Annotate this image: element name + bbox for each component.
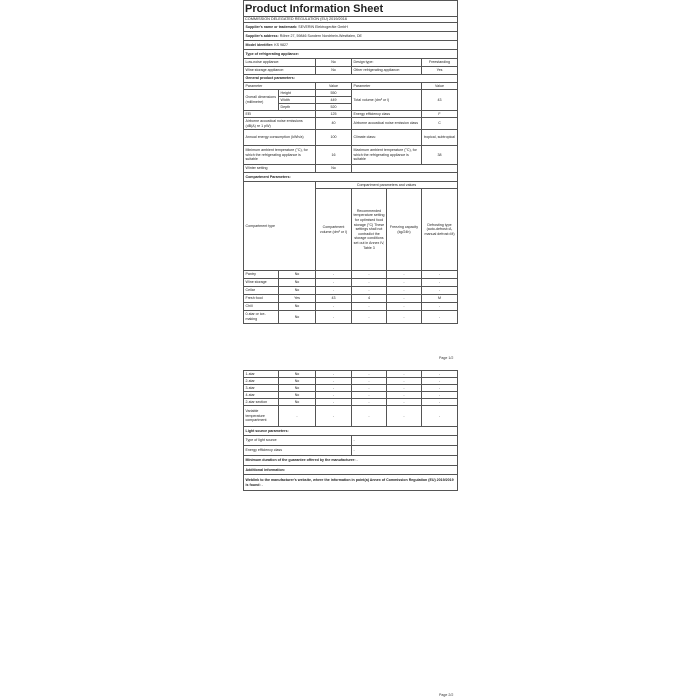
recommended-temp-header: Recommended temperature setting for optimised food storage (°C) These settings shall not contradict the storage conditions set out in Annex IV, Table 3: [352, 189, 387, 271]
compartment-present: No: [279, 385, 316, 392]
compartment-params-heading: Compartment Parameters:: [244, 173, 458, 182]
compartment-defrost: M: [422, 295, 458, 303]
page-title: Product Information Sheet: [244, 1, 458, 17]
climate-class-value: tropical, subtropical: [422, 130, 458, 146]
appliance-row-2: [244, 67, 458, 75]
noise-class-value: C: [422, 118, 458, 130]
param-col-header-2: Parameter: [352, 83, 422, 90]
compartment-present: No: [279, 303, 316, 311]
compartment-name: 0-star or ice-making: [244, 311, 279, 324]
defrosting-type-header: Defrosting type (auto-defrost=A, manual defrost=M): [422, 189, 458, 271]
compartment-present: No: [279, 371, 316, 378]
annual-energy-value: 100: [316, 130, 352, 146]
height-value: 550: [316, 90, 352, 97]
design-type-label: Design type:: [352, 59, 422, 67]
compartment-defrost: -: [422, 371, 458, 378]
compartment-row: [244, 303, 458, 311]
light-type-row: [244, 436, 458, 446]
compartment-present: No: [279, 399, 316, 406]
compartment-freezing: -: [387, 287, 422, 295]
compartment-name: Fresh food: [244, 295, 279, 303]
compartment-temp: -: [352, 406, 387, 427]
compartment-temp: -: [352, 303, 387, 311]
freezing-capacity-header: Freezing capacity (kg/24h): [387, 189, 422, 271]
compartment-name: 4-star: [244, 392, 279, 399]
compartment-defrost: -: [422, 303, 458, 311]
compartment-temp: -: [352, 385, 387, 392]
compartment-present: No: [279, 392, 316, 399]
compartment-freezing: -: [387, 303, 422, 311]
compartment-group-header: Compartment parameters and values: [316, 182, 458, 189]
energy-class-value: F: [422, 111, 458, 118]
compartment-present: No: [279, 279, 316, 287]
compartment-volume: -: [316, 385, 352, 392]
compartment-freezing: -: [387, 385, 422, 392]
compartment-defrost: -: [422, 392, 458, 399]
light-source-heading: Light source parameters:: [244, 427, 458, 436]
compartment-row: [244, 287, 458, 295]
compartment-present: Yes: [279, 295, 316, 303]
page-number-1: Page 1/2: [439, 356, 454, 360]
compartment-temp: -: [352, 287, 387, 295]
compartment-present: No: [279, 311, 316, 324]
value-col-header: Value: [316, 83, 352, 90]
light-type-label: Type of light source: [244, 436, 352, 446]
additional-info-heading: Additional information:: [244, 466, 458, 475]
compartment-defrost: -: [422, 279, 458, 287]
param-col-header: Parameter: [244, 83, 316, 90]
regulation-text: COMMISSION DELEGATED REGULATION (EU) 2019/2016: [244, 17, 458, 23]
aec-row: [244, 130, 458, 146]
compartment-type-header: Compartment type: [244, 182, 316, 271]
compartment-defrost: -: [422, 271, 458, 279]
compartment-defrost: -: [422, 399, 458, 406]
compartment-freezing: -: [387, 295, 422, 303]
compartment-temp: -: [352, 399, 387, 406]
other-appliance-label: Other refrigerating appliance:: [352, 67, 422, 75]
model-value: KS 9827: [274, 42, 289, 47]
compartment-row: [244, 371, 458, 378]
appliance-row-1: [244, 59, 458, 67]
low-noise-value: No: [316, 59, 352, 67]
compartment-row: [244, 378, 458, 385]
compartment-volume: -: [316, 371, 352, 378]
compartment-temp: -: [352, 392, 387, 399]
supplier-row: [244, 23, 458, 32]
compartment-freezing: -: [387, 311, 422, 324]
address-value: Röhre 27, 59846 Sundern Nordrhein-Westfalen, DE: [279, 33, 362, 38]
compartment-name: Pantry: [244, 271, 279, 279]
wine-storage-value: No: [316, 67, 352, 75]
compartment-name: 2-star: [244, 378, 279, 385]
compartment-temp: -: [352, 371, 387, 378]
compartment-name: Variable temperature compartment: [244, 406, 279, 427]
compartment-freezing: -: [387, 371, 422, 378]
compartment-temp: -: [352, 271, 387, 279]
compartment-temp: -: [352, 378, 387, 385]
compartment-row: [244, 271, 458, 279]
light-energy-class-value: -: [352, 446, 458, 456]
other-appliance-value: Yes: [422, 67, 458, 75]
max-temp-value: 38: [422, 146, 458, 165]
eei-row: [244, 111, 458, 118]
compartment-volume: -: [316, 271, 352, 279]
compartment-freezing: -: [387, 392, 422, 399]
compartment-defrost: -: [422, 378, 458, 385]
compartment-name: Chill: [244, 303, 279, 311]
depth-value: 520: [316, 104, 352, 111]
compartment-volume: -: [316, 392, 352, 399]
noise-class-label: Airborne acoustical noise emission class: [352, 118, 422, 130]
weblink-row: [244, 475, 458, 491]
compartment-volume: -: [316, 303, 352, 311]
compartment-defrost: -: [422, 406, 458, 427]
compartment-row: [244, 406, 458, 427]
compartment-row: [244, 279, 458, 287]
compartment-volume: -: [316, 287, 352, 295]
compartment-present: No: [279, 271, 316, 279]
low-noise-label: Low-noise appliance:: [244, 59, 316, 67]
address-row: [244, 32, 458, 41]
compartment-volume: -: [316, 406, 352, 427]
guarantee-row: [244, 456, 458, 466]
page-number-2: Page 2/2: [439, 693, 454, 697]
light-type-value: -: [352, 436, 458, 446]
compartment-name: Cellar: [244, 287, 279, 295]
annual-energy-label: Annual energy consumption (kWh/a): [244, 130, 316, 146]
wine-storage-label: Wine storage appliance:: [244, 67, 316, 75]
compartment-row: [244, 311, 458, 324]
overall-dimensions-label: Overall dimensions (millimetre): [244, 90, 279, 111]
weblink-value: -: [261, 482, 263, 487]
compartment-volume: 43: [316, 295, 352, 303]
energy-class-label: Energy efficiency class: [352, 111, 422, 118]
winter-setting-label: Winter setting: [244, 165, 316, 173]
sheet-page-1: [243, 0, 457, 324]
compartment-present: No: [279, 378, 316, 385]
compartment-name: 2-star section: [244, 399, 279, 406]
design-type-value: Freestanding: [422, 59, 458, 67]
compartment-temp: -: [352, 279, 387, 287]
compartment-defrost: -: [422, 311, 458, 324]
sheet-page-2: [243, 370, 457, 491]
winter-row: [244, 165, 458, 173]
supplier-label: Supplier's name or trademark:: [245, 24, 298, 29]
compartment-defrost: -: [422, 385, 458, 392]
compartment-name: Wine storage: [244, 279, 279, 287]
supplier-value: SEVERIN Elektrogeräte GmbH: [298, 24, 348, 29]
compartment-temp: 4: [352, 295, 387, 303]
min-temp-label: Minimum ambient temperature (°C), for which the refrigerating appliance is suitable: [244, 146, 316, 165]
winter-empty-cell: [352, 165, 458, 173]
compartment-freezing: -: [387, 378, 422, 385]
compartment-name: 1-star: [244, 371, 279, 378]
address-label: Supplier's address:: [245, 33, 279, 38]
compartment-freezing: -: [387, 399, 422, 406]
width-label: Width: [279, 97, 316, 104]
model-row: [244, 41, 458, 50]
sheet-table-page-2: [243, 370, 458, 491]
eei-label: EEI: [244, 111, 316, 118]
width-value: 449: [316, 97, 352, 104]
total-volume-value: 43: [422, 90, 458, 111]
light-eec-row: [244, 446, 458, 456]
value-col-header-2: Value: [422, 83, 458, 90]
compartment-row: [244, 385, 458, 392]
weblink-label: Weblink to the manufacturer's website, where the information in point(a) Annex of Commission Regulation (EU) 2019/2019 is found:: [245, 477, 454, 487]
compartment-volume: -: [316, 399, 352, 406]
general-params-heading: General product parameters:: [244, 75, 458, 83]
winter-setting-value: No: [316, 165, 352, 173]
compartment-temp: -: [352, 311, 387, 324]
noise-value: 40: [316, 118, 352, 130]
compartment-freezing: -: [387, 271, 422, 279]
general-header-row: [244, 83, 458, 90]
light-energy-class-label: Energy efficiency class: [244, 446, 352, 456]
max-temp-label: Maximum ambient temperature (°C), for which the refrigerating appliance is suitable: [352, 146, 422, 165]
height-label: Height: [279, 90, 316, 97]
model-label: Model identifier:: [245, 42, 274, 47]
compartment-freezing: -: [387, 279, 422, 287]
compartment-volume-header: Compartment volume (dm³ or l): [316, 189, 352, 271]
appliance-type-heading: Type of refrigerating appliance:: [244, 50, 458, 59]
compartment-volume: -: [316, 279, 352, 287]
dimension-row-height: [244, 90, 458, 97]
eei-value: 125: [316, 111, 352, 118]
compartment-freezing: -: [387, 406, 422, 427]
guarantee-label: Minimum duration of the guarantee offered by the manufacturer:: [245, 458, 356, 463]
noise-row: [244, 118, 458, 130]
compartment-volume: -: [316, 378, 352, 385]
compartment-present: -: [279, 406, 316, 427]
min-temp-value: 16: [316, 146, 352, 165]
climate-class-label: Climate class:: [352, 130, 422, 146]
compartment-name: 3-star: [244, 385, 279, 392]
compartment-row: [244, 295, 458, 303]
compartment-defrost: -: [422, 287, 458, 295]
compartment-row: [244, 392, 458, 399]
noise-label: Airborne acoustical noise emissions (dB(A) re 1 pW): [244, 118, 316, 130]
compartment-present: No: [279, 287, 316, 295]
compartment-row: [244, 399, 458, 406]
ambient-temp-row: [244, 146, 458, 165]
compartment-group-row: [244, 182, 458, 189]
total-volume-label: Total volume (dm³ or l): [352, 90, 422, 111]
depth-label: Depth: [279, 104, 316, 111]
compartment-volume: -: [316, 311, 352, 324]
guarantee-value: -: [356, 458, 358, 463]
sheet-table-page-1: [243, 0, 458, 324]
